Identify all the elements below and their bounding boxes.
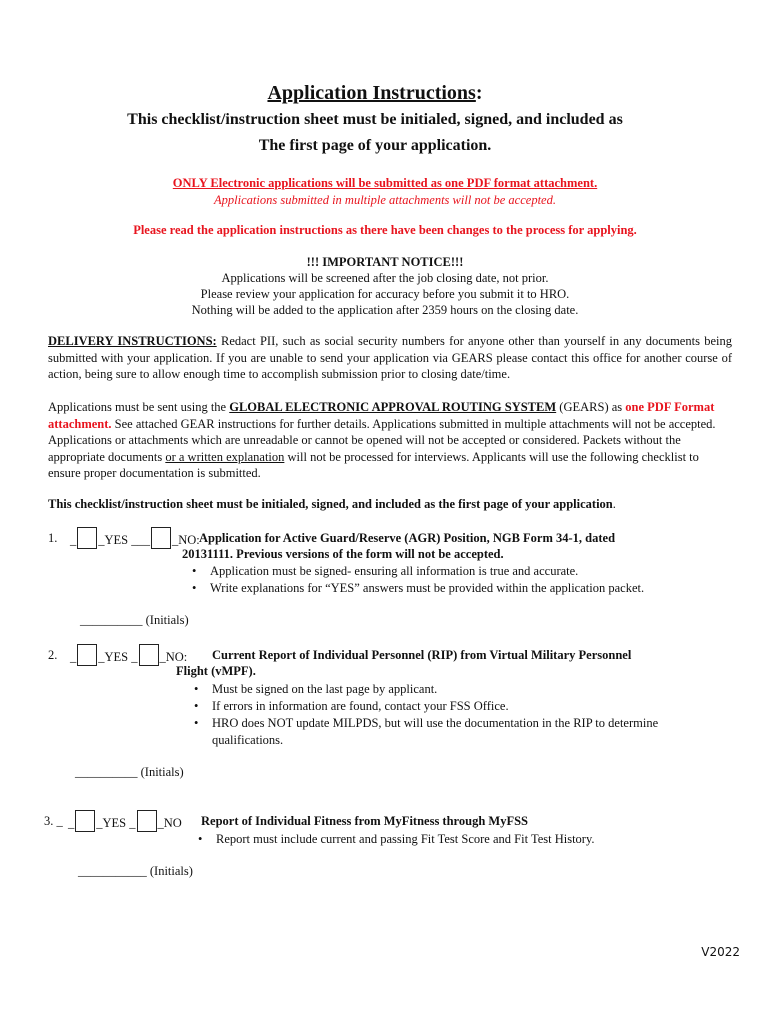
subtitle-line-1: This checklist/instruction sheet must be initialed, signed, and included as: [127, 111, 623, 128]
list-item: • Application must be signed- ensuring all information is true and accurate.: [188, 563, 728, 580]
delivery-instructions: [48, 333, 732, 383]
item-3-title-line-1: Report of Individual Fitness from MyFitness through MyFSS: [201, 814, 528, 828]
gears-text-1: Applications must be sent using the: [48, 400, 230, 414]
item-1-yes-label: _YES: [98, 533, 129, 547]
item-1-no-label: _NO:: [172, 533, 200, 547]
notice-line-2: Please review your application for accuracy before you submit it to HRO.: [200, 287, 570, 301]
only-pdf-notice: ONLY Electronic applications will be submitted as one PDF format attachment.: [172, 176, 598, 190]
item-2-no-label: _NO:: [159, 650, 188, 664]
gears-system-name: GLOBAL ELECTRONIC APPROVAL ROUTING SYSTEM: [229, 400, 557, 414]
item-1-title-line-2: 20131111. Previous versions of the form will not be accepted.: [182, 547, 504, 561]
version-label: V2022: [701, 945, 740, 959]
gears-text-3: See attached GEAR instructions for further details. Applications submitted in multiple attachments will not be accepted. Applications or attachments which are unreadable or cannot be opened will not be accepted or considered. Packets without the appropriate documents: [48, 416, 716, 464]
item-1-title-line-1: Application for Active Guard/Reserve (AGR) Position, NGB Form 34-1, dated: [199, 531, 616, 545]
item-2-initials[interactable]: __________ (Initials): [75, 765, 184, 779]
important-notice-heading: !!! IMPORTANT NOTICE!!!: [306, 255, 464, 269]
please-read-notice: Please read the application instructions as there have been changes to the process for applying.: [133, 223, 637, 237]
checklist-intro-period: .: [612, 497, 616, 511]
item-2-title-line-1: Current Report of Individual Personnel (RIP) from Virtual Military Personnel: [212, 648, 632, 662]
list-item: • Report must include current and passing Fit Test Score and Fit Test History.: [194, 831, 734, 848]
item-3-yes-no: _ _YES _ _NO: [68, 810, 182, 832]
item-1-no-checkbox[interactable]: [151, 527, 171, 549]
item-1-yes-no: _ _YES ___ _NO:: [70, 527, 200, 549]
notice-line-1: Applications will be screened after the job closing date, not prior.: [221, 271, 549, 285]
checklist-intro: [48, 497, 616, 512]
subtitle-line-2: The first page of your application.: [258, 137, 492, 154]
item-2-no-checkbox[interactable]: [139, 644, 159, 666]
item-3-number-text: 3.: [44, 814, 54, 828]
page-title: [0, 82, 750, 105]
item-1-bullets: [188, 563, 728, 597]
item-3-no-label: _NO: [157, 816, 182, 830]
title-colon: :: [475, 82, 483, 104]
gears-written-explanation: or a written explanation: [165, 449, 285, 464]
item-2-yes-no: _ _YES _ _NO:: [70, 644, 187, 666]
item-3-no-checkbox[interactable]: [137, 810, 157, 832]
item-3-number: 3. _: [44, 814, 63, 828]
item-1-yes-checkbox[interactable]: [77, 527, 97, 549]
item-2-number: 2.: [48, 648, 58, 662]
item-2-yes-label: _YES: [98, 650, 129, 664]
item-3-bullets: [194, 831, 734, 848]
multiple-attachments-notice: Applications submitted in multiple attachments will not be accepted.: [214, 193, 556, 207]
delivery-label: DELIVERY INSTRUCTIONS:: [48, 334, 217, 348]
gears-pdf-attachment: one PDF Format attachment.: [48, 400, 715, 431]
item-2-yes-checkbox[interactable]: [77, 644, 97, 666]
title-text: Application Instructions: [267, 82, 476, 104]
item-3-initials[interactable]: ___________ (Initials): [78, 864, 193, 878]
notice-line-3: Nothing will be added to the application after 2359 hours on the closing date.: [191, 303, 579, 317]
item-1-initials[interactable]: __________ (Initials): [80, 613, 189, 627]
list-item: • If errors in information are found, contact your FSS Office.: [190, 698, 725, 715]
checklist-intro-text: This checklist/instruction sheet must be initialed, signed, and included as the first page of your application: [48, 497, 613, 511]
item-2-title-line-2: Flight (vMPF).: [176, 664, 256, 678]
gears-text-2: (GEARS) as: [556, 400, 626, 414]
item-3-yes-checkbox[interactable]: [75, 810, 95, 832]
gears-paragraph: [48, 399, 732, 482]
list-item: • Must be signed on the last page by applicant.: [190, 681, 725, 698]
delivery-text: Redact PII, such as social security numbers for anyone other than yourself in any documents being submitted with your application. If you are unable to send your application via GEARS please contact this office for another course of action, being sure to allow enough time to accomplish submission prior to closing date/time.: [48, 334, 732, 381]
list-item: • HRO does NOT update MILPDS, but will use the documentation in the RIP to determine qualifications.: [190, 715, 725, 749]
gears-text-4: will not be processed for interviews. Applicants will use the following checklist to ensure proper documentation is submitted.: [48, 449, 699, 480]
item-3-yes-label: _YES: [96, 816, 127, 830]
item-1-number: 1.: [48, 531, 58, 545]
list-item: • Write explanations for “YES” answers must be provided within the application packet.: [188, 580, 728, 597]
item-2-bullets: [190, 681, 725, 749]
